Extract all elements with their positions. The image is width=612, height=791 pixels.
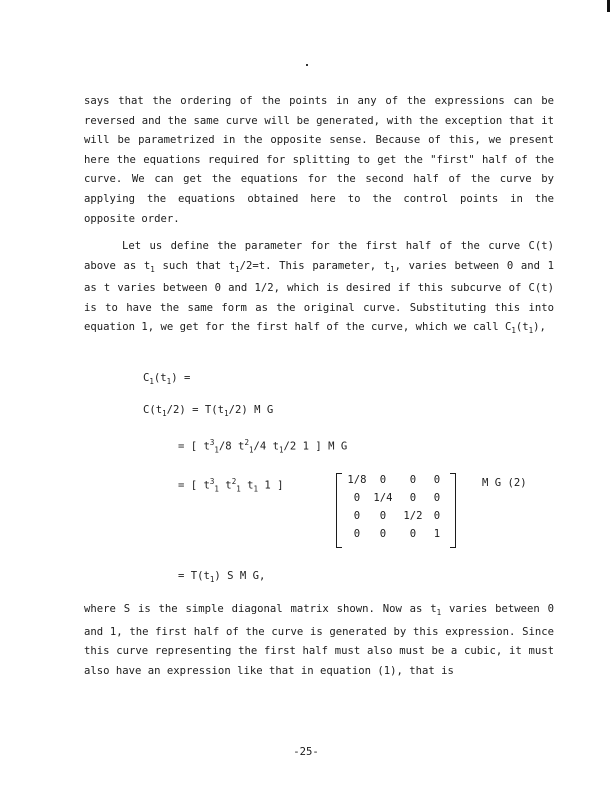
page-number: -25- <box>293 746 319 758</box>
equation-line-3: = [ $t^3_1/8$ $t^2_1/4$ $t_1/2$ 1 ] M G <box>178 438 348 455</box>
equation-line-4: = [ $t^3_1$ $t^2_1$ $t_1$ 1 ] <box>178 477 284 494</box>
equation-line-1: $C_1(t_1)$ = <box>143 372 191 387</box>
page-edge-mark <box>607 0 610 12</box>
matrix-cell: 0 <box>379 474 387 486</box>
paragraph-3: where S is the simple diagonal matrix shown. Now as $t_1$ varies between 0 and 1, the first half of the curve is generated by this expression. Since this curve representing the first half must also must be a cubic, it must also have an expression like that in equation (1), that is <box>84 603 554 677</box>
matrix-cell: 0 <box>433 474 441 486</box>
speck <box>306 64 308 66</box>
matrix-cell: 0 <box>379 510 387 522</box>
matrix-cell: 0 <box>353 492 361 504</box>
equation-line-2: $C(t_1/2) = T(t_1/2)$ M G <box>143 404 274 419</box>
diagonal-matrix <box>336 473 456 546</box>
matrix-cell: 0 <box>379 528 387 540</box>
matrix-cell: 0 <box>409 528 417 540</box>
matrix-cell: 1/4 <box>373 492 393 504</box>
matrix-cell: 0 <box>433 492 441 504</box>
paragraph-2: Let us define the parameter for the first half of the curve C(t) above as $t_1$ such that $t_1/2=t$. This parameter, $t_1$, varies between 0 and 1 as t varies between 0 and 1/2, which is desired if this subcurve of C(t) is to have the same form as the original curve. Substituting this into equation 1, we get for the first half of the curve, which we call $C_1(t_1)$, <box>84 240 554 336</box>
equation-number: M G (2) <box>482 477 527 489</box>
matrix-cell: 0 <box>353 510 361 522</box>
matrix-cell: 1/8 <box>347 474 367 486</box>
matrix-cell: 0 <box>433 510 441 522</box>
matrix-cell: 0 <box>353 528 361 540</box>
matrix-cell: 0 <box>409 492 417 504</box>
paragraph-1: says that the ordering of the points in any of the expressions can be reversed and the same curve will be generated, with the exception that it will be parametrized in the opposite sense. Because of this, we present here the equations required for splitting to get the "first" half of the curve. We can get the equations for the second half of the curve by applying the equations obtained here to the control points in the opposite order. <box>84 95 554 225</box>
matrix-cell: 1/2 <box>403 510 423 522</box>
equation-line-5: = $T(t_1)$ S M G, <box>178 570 266 585</box>
matrix-cell: 0 <box>409 474 417 486</box>
matrix-cell: 1 <box>433 528 441 540</box>
